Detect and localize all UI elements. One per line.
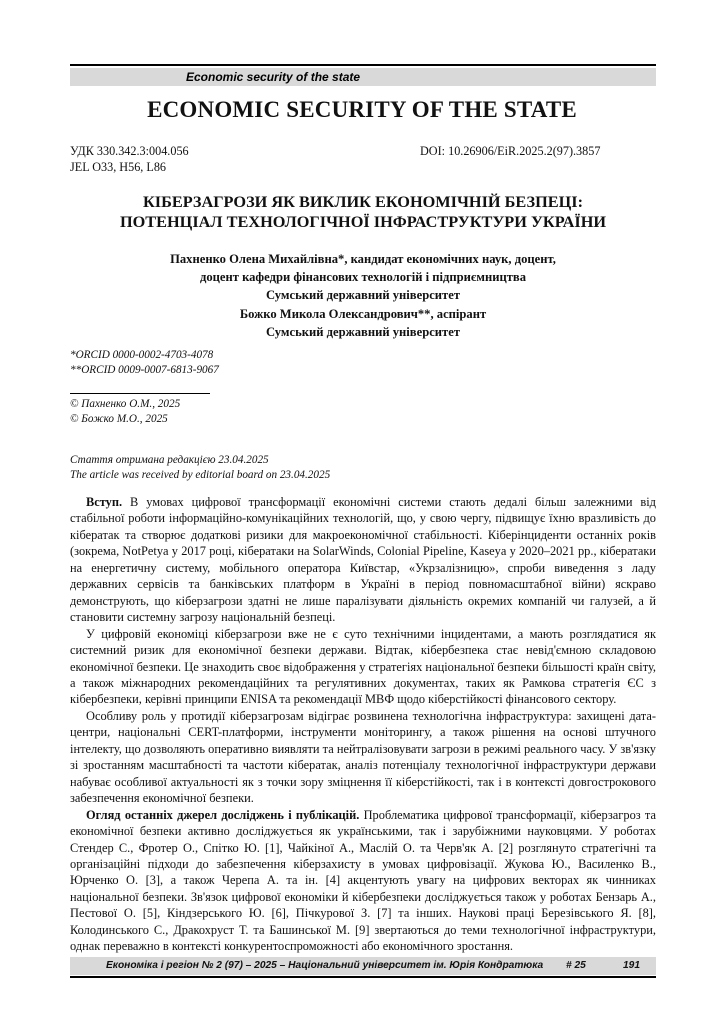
article-body [70, 494, 656, 955]
doi-link[interactable]: DOI: 10.26906/EiR.2025.2(97).3857 [420, 144, 601, 158]
received-line: The article was received by editorial board on 23.04.2025 [70, 469, 331, 481]
paragraph-literature-review [70, 807, 656, 955]
paragraph-text: В умовах цифрової трансформації економічні системи стають дедалі більш залежними від стабільної роботи інформаційно-комунікаційних технологій, що, у свою чергу, підвищує їхню вразливість до кібератак та створює додаткові ризики для макроекономічної стабільності. Кіберінциденти останніх років (зокрема, NotPetya у 2017 році, кібератаки на SolarWinds, Colonial Pipeline, Kaseya у 2020–2021 рр., кібератаки на енергетичну систему, мобільного оператора Київстар, «Укрзалізницю», спроби виведення з ладу державних сервісів та банківських платформ в Україні в період повномасштабної війни) яскраво демонструють, що кіберзагрози здатні не лише паралізувати діяльність окремих компаній чи галузей, а й становити системну загрозу національній безпеці. [70, 495, 656, 625]
paragraph-text: Особливу роль у протидії кіберзагрозам відіграє розвинена технологічна інфраструктура: захищені дата-центри, національні CERT-платформи, інструменти моніторингу, а також рішення на основі штучного інтелекту, що дозволяють оперативно виявляти та нейтралізовувати загрози в режимі реального часу. У зв'язку зі зростанням масштабності та частоти кібератак, аналіз потенціалу технологічної інфраструктури держави набуває особливої актуальності як з точки зору зміцнення її кіберстійкості, так і в контексті довгострокового забезпечення економічної безпеки. [70, 708, 656, 806]
article-title [70, 192, 656, 232]
paragraph-text: У цифровій економіці кіберзагрози вже не є суто технічними інцидентами, а мають розглядатися як системний ризик для економічної безпеки держави. Відтак, кібербезпека стає невід'ємною складовою економічної безпеки. Це знаходить своє відображення у стратегіях національної безпеки більшості країн світу, а також міжнародних рекомендаційних та регулятивних документах, таких як Рамкова стратегія ЄС з кібербезпеки, керівні принципи ENISA та рекомендації МВФ щодо кіберстійкості фінансового сектору. [70, 626, 656, 707]
copyright-line: © Пахненко О.М., 2025 [70, 398, 181, 410]
author-line: Божко Микола Олександрович**, аспірант [239, 306, 487, 321]
orcid-link[interactable]: **ORCID 0009-0007-6813-9067 [70, 364, 219, 376]
received-line: Стаття отримана редакцією 23.04.2025 [70, 454, 269, 466]
paragraph-lead: Огляд останніх джерел досліджень і публікацій. [86, 807, 360, 822]
header-rule [70, 64, 656, 66]
paragraph-lead: Вступ. [86, 495, 123, 509]
orcid-block [70, 348, 219, 378]
copyright-divider [70, 393, 210, 394]
header-band [70, 68, 656, 86]
author-affiliation-line: доцент кафедри фінансових технологій і підприємництва [199, 270, 527, 285]
author-university-line: Сумський державний університет [265, 288, 461, 303]
paragraph-text: Проблематика цифрової трансформації, кіберзагроз та економічної безпеки активно досліджується як українськими, так і зарубіжними науковцями. У роботах Стендер С., Фротер О., Спітко Ю. [1], Чайкіної А., Маслій О. та Черв'як А. [2] розглянуто стратегічні та організаційні підходи до забезпечення кіберзахисту в умовах цифровізації. Жукова Ю., Василенко В., Юрченко О. [3], а також Черепа А. та ін. [4] акцентують увагу на цифрових векторах як чинниках національної безпеки. Зв'язок цифрової економіки й кібербезпеки досліджується також у роботах Бензарь А., Пестової О. [5], Кіндзерського Ю. [6], Пічкурової З. [7] та інших. Наукові праці Березівського Я. [8], Колодинського С., Дракохруст Т. та Башинської М. [9] звертаються до теми технологічної інфраструктури, однак переважно в контексті конкурентоспроможності або економічного зростання. [70, 807, 656, 954]
article-title-line: КІБЕРЗАГРОЗИ ЯК ВИКЛИК ЕКОНОМІЧНІЙ БЕЗПЕЦІ: [142, 192, 584, 211]
footer-issue-number: # 25 [566, 960, 586, 971]
orcid-link[interactable]: *ORCID 0000-0002-4703-4078 [70, 349, 214, 361]
author-university-line: Сумський державний університет [265, 324, 461, 339]
received-block [70, 453, 330, 483]
footer-rule [70, 976, 656, 978]
author-block [70, 250, 656, 341]
footer-journal-info: Економіка і регіон № 2 (97) – 2025 – Національний університет ім. Юрія Кондратюка [106, 960, 544, 971]
jel-codes: JEL O33, H56, L86 [70, 160, 167, 174]
page-number: 191 [623, 960, 640, 971]
article-title-line: ПОТЕНЦІАЛ ТЕХНОЛОГІЧНОЇ ІНФРАСТРУКТУРИ УКРАЇНИ [119, 212, 607, 231]
section-title: ECONOMIC SECURITY OF THE STATE [147, 97, 577, 122]
copyright-block [70, 397, 180, 427]
copyright-line: © Божко М.О., 2025 [70, 413, 168, 425]
author-line: Пахненко Олена Михайлівна*, кандидат економічних наук, доцент, [170, 252, 556, 266]
paragraph-introduction [70, 494, 656, 626]
running-section-label: Economic security of the state [186, 70, 361, 84]
udc-code: УДК 330.342.3:004.056 [70, 144, 189, 158]
